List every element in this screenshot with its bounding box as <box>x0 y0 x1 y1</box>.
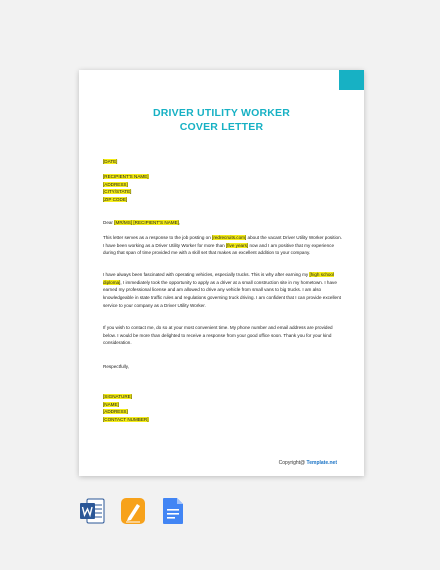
paragraph-2 <box>103 271 343 310</box>
date-field <box>103 158 343 166</box>
recipient-city-state: [CITY/STATE] <box>103 189 132 195</box>
p1-text-b: about the vacant Driver Utility Worker position. I have been working as a Driver Utility Worker for more than <box>103 235 342 248</box>
recipient-zip: [ZIP CODE] <box>103 197 128 203</box>
format-icons <box>79 497 189 527</box>
word-icon[interactable] <box>79 497 105 525</box>
p2-diploma: [high school diploma] <box>103 272 335 285</box>
corner-accent <box>339 70 364 90</box>
title-line-2: COVER LETTER <box>179 121 264 133</box>
recipient-address: [ADDRESS] <box>103 181 128 187</box>
pages-icon[interactable] <box>120 497 146 525</box>
copyright-text: Copyright@ <box>278 460 307 466</box>
salutation-suffix: , <box>178 220 181 225</box>
document-page <box>79 70 364 476</box>
salutation-placeholder: [MR/MS] [RECIPIENT'S NAME] <box>114 220 179 225</box>
sender-name: [NAME] <box>103 401 119 407</box>
sender-address: [ADDRESS] <box>103 409 128 415</box>
recipient-block <box>103 173 343 204</box>
p1-text-a: This letter serves as a response to the job posting on <box>103 235 213 240</box>
p1-text-c: now and I am positive that my experience during that span of time provided me with a skill set that makes an excellent addition to your company. <box>103 242 334 256</box>
document-title <box>79 106 364 134</box>
p1-website: [redrecruits.com] <box>212 235 247 240</box>
title-line-1: DRIVER UTILITY WORKER <box>152 107 290 119</box>
salutation <box>103 219 343 227</box>
p2-text-a: I have always been fascinated with operating vehicles, especially trucks. This is why after earning my <box>103 272 310 277</box>
salutation-prefix: Dear <box>103 220 115 225</box>
p2-text-b: , I immediately took the opportunity to apply as a driver at a small construction site in my hometown. I have earned my professional license and am allowed to drive any vehicle from small vans to big trucks. I am also knowledgeable in state traffic rules and regulations governing truck driving. I am confident that I can provide excellent service to your company as a Driver Utility Worker. <box>103 279 341 308</box>
google-docs-icon[interactable] <box>160 497 186 525</box>
date-placeholder: [DATE] <box>103 159 118 164</box>
closing: Respectfully, <box>103 364 129 369</box>
sender-contact: [CONTACT NUMBER] <box>103 417 149 423</box>
recipient-name: [RECIPIENT'S NAME] <box>103 174 149 179</box>
brand-link[interactable]: Template.net <box>306 460 337 466</box>
copyright-footer <box>279 460 337 466</box>
p1-years: [five years] <box>225 242 249 248</box>
signature-block <box>103 393 343 424</box>
signature-placeholder: [SIGNATURE] <box>103 394 133 399</box>
paragraph-1 <box>103 234 343 257</box>
paragraph-3: If you wish to contact me, do so at your most convenient time. My phone number and email address are provided below. I would be more than delighted to receive a response from your good office soon. Thank you for your kind consideration. <box>103 325 333 346</box>
